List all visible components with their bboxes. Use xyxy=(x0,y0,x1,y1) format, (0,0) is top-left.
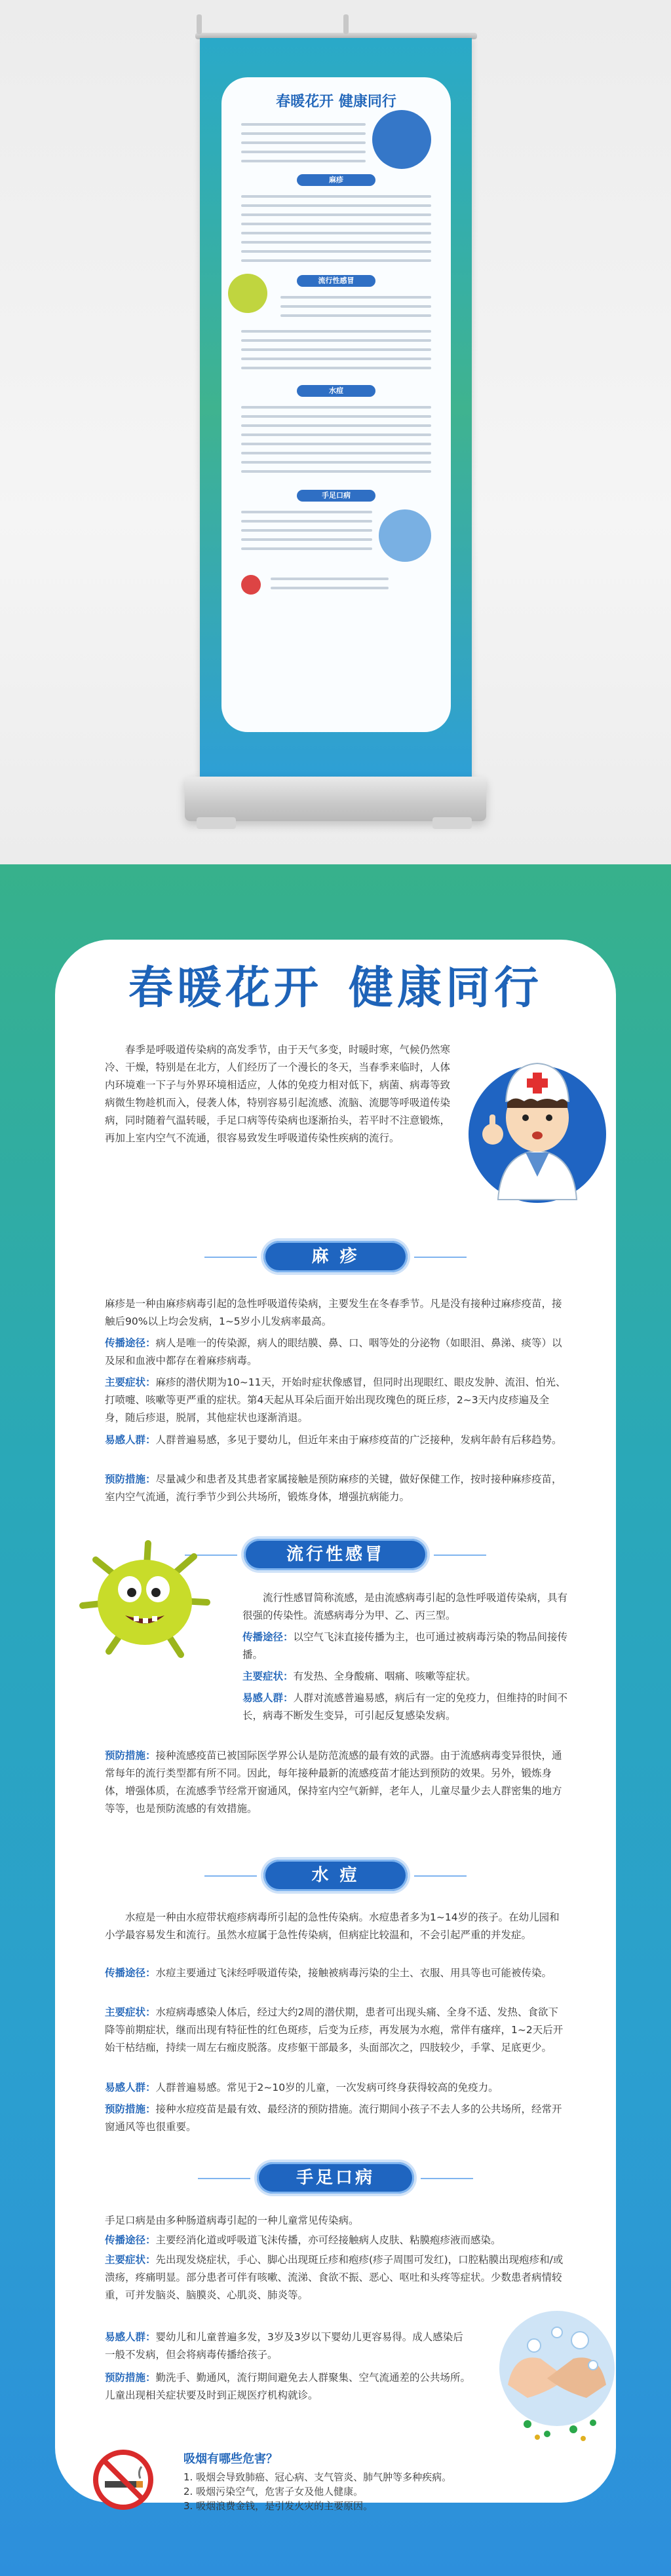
chickenpox-prevent: 预防措施：接种水痘疫苗是最有效、最经济的预防措施。流行期间小孩子不去人多的公共场所，经常开窗通风等也很重要。 xyxy=(105,2103,562,2133)
section-heading-measles: 麻 疹 xyxy=(263,1241,408,1272)
section-heading-flu: 流行性感冒 xyxy=(244,1539,427,1570)
mini-section-heading: 手足口病 xyxy=(297,490,375,502)
section-heading-hfmd: 手足口病 xyxy=(257,2162,414,2194)
flu-prevent: 预防措施：接种流感疫苗已被国际医学界公认是防范流感的最有效的武器。由于流感病毒变异很快，通常每年的流行类型都有所不同。因此，每年接种最新的流感疫苗才能达到预防的效果。另外，锻炼身体，增强体质，在流感季节经常开窗通风，保持室内空气新鲜，老年人，儿童尽量少去人群密集的地方等等，也是预防流感的有效措施。 xyxy=(105,1750,562,1814)
title-part-1: 春暖花开 xyxy=(128,963,322,1014)
no-smoking-icon xyxy=(92,2448,155,2511)
smoking-item: 2. 吸烟污染空气，危害子女及他人健康。 xyxy=(183,2486,364,2497)
germ-illustration xyxy=(69,1534,220,1665)
mini-no-smoking xyxy=(241,575,261,595)
mini-poster xyxy=(200,38,472,778)
mini-section-heading: 流行性感冒 xyxy=(297,275,375,287)
flu-intro: 流行性感冒简称流感，是由流感病毒引起的急性呼吸道传染病，具有很强的传染性。流感病毒分为甲、乙、丙三型。 xyxy=(242,1592,568,1621)
banner-mockup xyxy=(0,0,671,864)
smoking-item: 1. 吸烟会导致肺癌、冠心病、支气管炎、肺气肿等多种疾病。 xyxy=(183,2471,452,2483)
chickenpox-group: 易感人群：人群普遍易感。常见于2~10岁的儿童，一次发病可终身获得较高的免疫力。 xyxy=(105,2082,499,2093)
banner-hook xyxy=(343,14,349,34)
mini-section-heading: 水痘 xyxy=(297,385,375,397)
intro-paragraph: 春季是呼吸道传染病的高发季节，由于天气多变，时暖时寒，气候仍然寒冷、干燥，特别是在北方，人们经历了一个漫长的冬天，当春季来临时，人体内环境难一下子与外界环境相适应，人体的免疫力相对低下，病菌、病毒等致病微生物趁机而入，侵袭人体，特别容易引起流感、流脑、流腮等呼吸道传染病，同时随着气温转暖，手足口病等传染病也逐渐抬头，若平时不注意锻炼，再加上室内空气不流通，很容易致发生呼吸道传染性疾病的流行。 xyxy=(105,1044,451,1144)
hfmd-prevent: 预防措施：勤洗手、勤通风，流行期间避免去人群聚集、空气流通差的公共场所。儿童出现相关症状要及时到正规医疗机构就诊。 xyxy=(105,2372,471,2401)
title-part-2: 健康同行 xyxy=(349,963,543,1014)
banner-foot xyxy=(197,817,236,829)
hfmd-symptom: 主要症状：先出现发烧症状，手心、脚心出现斑丘疹和疱疹(疹子周围可发红)，口腔粘膜出现疱疹和/或溃疡，疼痛明显。部分患者可伴有咳嗽、流涕、食欲不振、恶心、呕吐和头疼等症状。少数患者病情较重，可并发脑炎、脑膜炎、心肌炎、肺炎等。 xyxy=(105,2254,564,2301)
mini-hands xyxy=(379,509,431,562)
handwashing-illustration xyxy=(488,2306,626,2450)
flu-symptom: 主要症状：有发热、全身酸痛、咽痛、咳嗽等症状。 xyxy=(242,1670,476,1682)
measles-group: 易感人群：人群普遍易感，多见于婴幼儿，但近年来由于麻疹疫苗的广泛接种，发病年龄有后移趋势。 xyxy=(105,1434,562,1446)
mini-germ xyxy=(228,274,267,313)
flu-route: 传播途径：以空气飞沫直接传播为主，也可通过被病毒污染的物品间接传播。 xyxy=(242,1631,568,1661)
chickenpox-intro: 水痘是一种由水痘带状疱疹病毒所引起的急性传染病。水痘患者多为1~14岁的孩子。在幼儿园和小学最容易发生和流行。虽然水痘属于急性传染病，但病症比较温和，不会引起严重的并发症。 xyxy=(105,1911,560,1941)
hfmd-intro: 手足口病是由多种肠道病毒引起的一种儿童常见传染病。 xyxy=(105,2215,359,2226)
hfmd-group: 易感人群：婴幼儿和儿童普遍多发，3岁及3岁以下婴幼儿更容易得。成人感染后一般不发病，但会将病毒传播给孩子。 xyxy=(105,2331,463,2361)
measles-intro: 麻疹是一种由麻疹病毒引起的急性呼吸道传染病，主要发生在冬春季节。凡是没有接种过麻疹疫苗，接触后90%以上均会发病，1~5岁小儿发病率最高。 xyxy=(105,1298,562,1327)
hfmd-route: 传播途径：主要经消化道或呼吸道飞沫传播，亦可经接触病人皮肤、粘膜疱疹液而感染。 xyxy=(105,2234,501,2246)
mini-doctor-circle xyxy=(372,110,431,169)
banner-foot xyxy=(432,817,472,829)
smoking-hazard-box xyxy=(92,2446,472,2518)
banner-base xyxy=(185,777,486,821)
flu-group: 易感人群：人群对流感普遍易感，病后有一定的免疫力，但维持的时间不长，病毒不断发生变异，可引起反复感染发病。 xyxy=(242,1692,568,1721)
doctor-illustration xyxy=(452,1036,623,1206)
measles-route: 传播途径：病人是唯一的传染源，病人的眼结膜、鼻、口、咽等处的分泌物（如眼泪、鼻涕、痰等）以及尿和血液中都存在着麻疹病毒。 xyxy=(105,1337,562,1367)
chickenpox-route: 传播途径：水痘主要通过飞沫经呼吸道传染，接触被病毒污染的尘土、衣服、用具等也可能被传染。 xyxy=(105,1967,552,1979)
page-title xyxy=(0,953,671,1016)
section-heading-chickenpox: 水 痘 xyxy=(263,1860,408,1891)
chickenpox-symptom: 主要症状：水痘病毒感染人体后，经过大约2周的潜伏期，患者可出现头痛、全身不适、发热、食欲下降等前期症状，继而出现有特征性的红色斑疹，后变为丘疹，再发展为水疱，常伴有瘙痒，1~2天后开始干枯结痂，持续一周左右痂皮脱落。皮疹躯干部最多，头面部次之，四肢较少，手掌、足底更少。 xyxy=(105,2006,564,2053)
banner-hook xyxy=(197,14,202,34)
measles-symptom: 主要症状：麻疹的潜伏期为10~11天，开始时症状像感冒，但同时出现眼红、眼皮发肿、流泪、怕光、打喷嚏、咳嗽等更严重的症状。第4天起从耳朵后面开始出现玫瑰色的斑丘疹，2~3天内皮疹遍及全身，随后疹退，脱屑，其他症状也逐渐消退。 xyxy=(105,1376,566,1424)
smoking-title: 吸烟有哪些危害？ xyxy=(183,2452,278,2466)
mini-section-heading: 麻疹 xyxy=(297,174,375,186)
mini-poster-title: 春暖花开 健康同行 xyxy=(276,94,396,110)
measles-prevent: 预防措施：尽量减少和患者及其患者家属接触是预防麻疹的关键，做好保健工作，按时接种麻疹疫苗，室内空气流通，流行季节少到公共场所，锻炼身体，增强抗病能力。 xyxy=(105,1473,562,1503)
mini-poster-card xyxy=(221,77,451,732)
smoking-item: 3. 吸烟浪费金钱，是引发火灾的主要原因。 xyxy=(183,2500,374,2512)
